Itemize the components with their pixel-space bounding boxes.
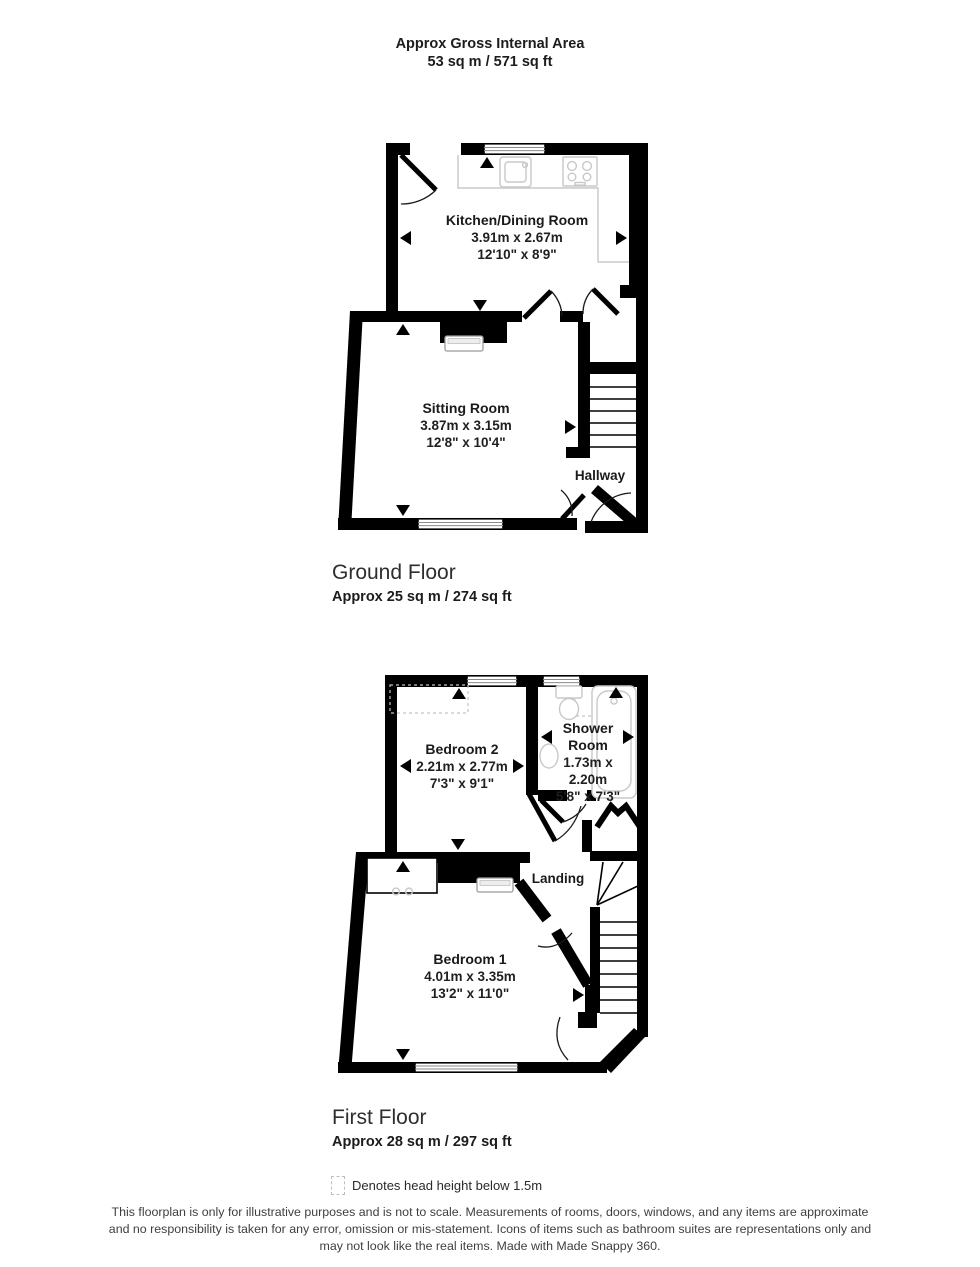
room-label-bedroom2: Bedroom 2 2.21m x 2.77m 7'3" x 9'1": [416, 741, 508, 791]
gross-internal-area: 53 sq m / 571 sq ft: [427, 54, 553, 70]
ground-floor-plan: [325, 135, 660, 545]
window-bedroom2: [467, 676, 517, 686]
fireplace-icon: [445, 336, 483, 351]
window-kitchen: [484, 144, 545, 154]
door-kitchen-hallway: [583, 289, 618, 314]
stairs-first: [597, 862, 638, 1013]
toilet-icon: [556, 686, 582, 720]
first-floor-area: Approx 28 sq m / 297 sq ft: [332, 1134, 512, 1150]
head-height-legend-text: Denotes head height below 1.5m: [352, 1178, 543, 1193]
disclaimer-line3: may not look like the real items. Made with Made Snappy 360.: [319, 1239, 661, 1253]
room-label-bedroom1: Bedroom 1 4.01m x 3.35m 13'2" x 11'0": [424, 951, 516, 1001]
disclaimer-line1: This floorplan is only for illustrative purposes and is not to scale. Measurements of rooms, doors, windows, and any items are approximate: [111, 1205, 869, 1219]
disclaimer: [109, 1204, 871, 1255]
fireplace-icon-bedroom1: [477, 878, 513, 892]
ground-floor-area: Approx 25 sq m / 274 sq ft: [332, 589, 512, 605]
room-label-hallway: Hallway: [574, 468, 626, 483]
stairs-ground: [590, 387, 636, 447]
hob-icon: [563, 157, 597, 186]
ground-floor-caption: Ground Floor: [332, 561, 456, 584]
window-bedroom1: [415, 1063, 518, 1072]
cupboard-doors: [597, 806, 640, 827]
disclaimer-line2: and no responsibility is taken for any error, omission or mis-statement. Icons of items such as bathroom suites are representations only and: [108, 1222, 872, 1236]
sink-icon: [500, 157, 531, 187]
door-stairs-bottom: [557, 1017, 568, 1060]
window-shower-room: [543, 676, 580, 686]
door-kitchen-entry: [401, 155, 436, 204]
window-sitting-room: [418, 519, 503, 529]
first-floor-caption: First Floor: [332, 1106, 427, 1129]
room-label-shower-room: Shower Room 1.73m x 2.20m 5'8" x 7'3": [555, 720, 621, 804]
room-label-landing: Landing: [531, 871, 585, 886]
room-label-kitchen: Kitchen/Dining Room 3.91m x 2.67m 12'10" x 8'9": [445, 212, 589, 262]
door-kitchen-sitting: [524, 291, 562, 318]
door-sitting-hallway: [561, 490, 584, 519]
page-title: Approx Gross Internal Area: [395, 36, 585, 52]
measure-arrows-ground: [396, 157, 627, 516]
room-label-sitting-room: Sitting Room 3.87m x 3.15m 12'8" x 10'4": [420, 400, 512, 450]
head-height-legend-icon: [331, 1176, 345, 1195]
